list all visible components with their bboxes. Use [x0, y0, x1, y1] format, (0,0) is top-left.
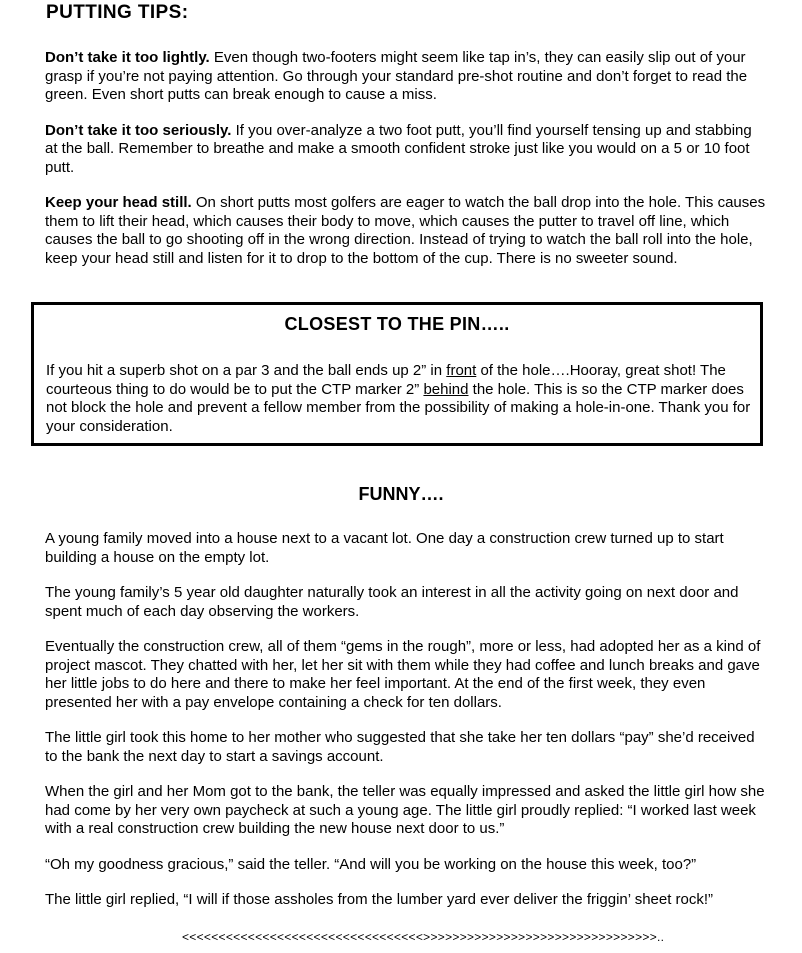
- ctp-underlined-behind: behind: [423, 380, 469, 398]
- story-paragraph: Eventually the construction crew, all of them “gems in the rough”, more or less, had adopted her as a kind of project mascot. They chatted with her, let her sit with them while they had coffee and lunch breaks and gave her little jobs to do here and there to make her feel important. At the end of the first week, they even presented her with a pay envelope containing a check for ten dollars.: [45, 638, 761, 711]
- ctp-text-part: the hole. This is so the CTP marker does not block the hole and prevent a fellow member from the possibility of making a hole-in-one. Thank you for your consideration.: [46, 380, 751, 435]
- tip-text: On short putts most golfers are eager to watch the ball drop into the hole. This causes them to lift their head, which causes their body to move, which causes the putter to travel off line, which causes the ball to go shooting off in the wrong direction. Instead of trying to watch the ball roll into the hole, keep your head still and listen for it to drop to the bottom of the cup. There is no sweeter sound.: [45, 194, 766, 267]
- tip-title: Don’t take it too seriously.: [45, 121, 232, 139]
- tip-title: Don’t take it too lightly.: [45, 49, 210, 66]
- tip-text: If you over-analyze a two foot putt, you’ll find yourself tensing up and stabbing at the ball. Remember to breathe and make a smooth confident stroke just like you would on a 5 or 10 foot putt.: [45, 121, 752, 176]
- tip-title: Keep your head still.: [45, 194, 192, 211]
- ctp-text-part: of the hole….Hooray, great shot! The courteous thing to do would be to put the CTP marker 2”: [46, 362, 726, 398]
- ctp-text-part: If you hit a superb shot on a par 3 and the ball ends up 2” in: [46, 362, 447, 379]
- story-paragraph: “Oh my goodness gracious,” said the teller. “And will you be working on the house this week, too?”: [45, 855, 697, 873]
- story-paragraph: The young family’s 5 year old daughter naturally took an interest in all the activity going on next door and spent much of each day observing the workers.: [45, 584, 739, 620]
- closest-to-pin-text: [46, 362, 758, 436]
- tip-text: Even though two-footers might seem like tap in’s, they can easily slip out of your grasp if you’re not paying attention. Go through your standard pre-shot routine and don’t forget to read the green. Even short putts can break enough to cause a miss.: [45, 49, 748, 103]
- funny-story: [45, 530, 767, 927]
- putting-tips-list: [45, 49, 767, 285]
- funny-heading: FUNNY….: [358, 484, 444, 504]
- story-paragraph: The little girl took this home to her mother who suggested that she take her ten dollars “pay” she’d received to the bank the next day to start a savings account.: [45, 729, 755, 765]
- putting-tips-heading: PUTTING TIPS:: [46, 2, 189, 23]
- story-paragraph: When the girl and her Mom got to the bank, the teller was equally impressed and asked the little girl how she had come by her very own paycheck at such a young age. The little girl proudly replied: “I worked last week with a real construction crew building the new house next door to us.”: [45, 783, 765, 837]
- tip-item: [45, 49, 767, 105]
- tip-item: [45, 122, 767, 178]
- section-divider: <<<<<<<<<<<<<<<<<<<<<<<<<<<<<<<<<>>>>>>>>>>>>>>>>>>>>>>>>>>>>>>>>..: [182, 930, 665, 944]
- tip-item: [45, 194, 767, 268]
- ctp-underlined-front: front: [446, 362, 477, 379]
- story-paragraph: The little girl replied, “I will if those assholes from the lumber yard ever deliver the friggin’ sheet rock!”: [45, 891, 714, 908]
- closest-to-pin-box: [31, 302, 763, 446]
- closest-to-pin-title: CLOSEST TO THE PIN…..: [284, 314, 510, 334]
- story-paragraph: A young family moved into a house next to a vacant lot. One day a construction crew turned up to start building a house on the empty lot.: [45, 530, 724, 566]
